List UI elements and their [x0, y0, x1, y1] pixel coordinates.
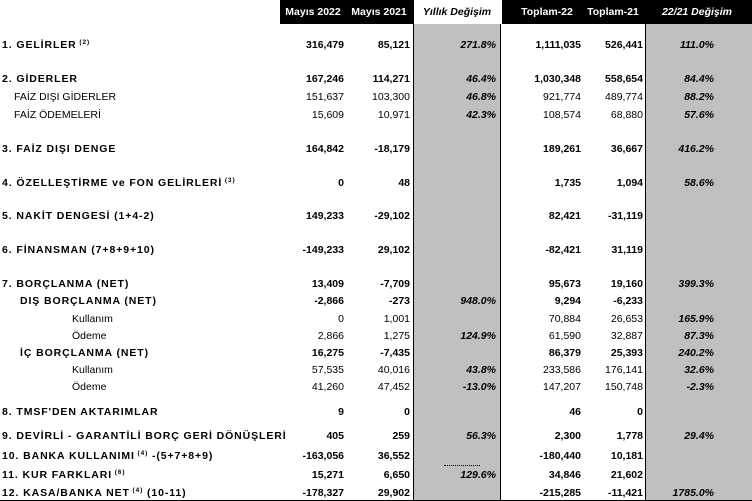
- row-label-text: Ödeme: [72, 381, 107, 393]
- cell-may22: 0: [338, 177, 344, 189]
- cell-may22: 164,842: [306, 143, 344, 155]
- row-label-suffix: (10-11): [143, 487, 187, 499]
- dotted-separator: [444, 465, 480, 466]
- row-label: [72, 380, 106, 395]
- header-may22: Mayıs 2022: [285, 6, 341, 18]
- cell-tot22: 1,111,035: [535, 39, 581, 51]
- cell-tot22: 1,030,348: [534, 73, 581, 85]
- cell-tot22: 82,421: [548, 210, 581, 222]
- cell-tot22: 1,735: [554, 177, 581, 189]
- cell-tot22: 70,884: [548, 313, 581, 325]
- rule-v2: [500, 24, 501, 501]
- header-22-21-change: 22/21 Değişim: [661, 6, 733, 18]
- cell-tot21: 36,667: [610, 143, 643, 155]
- cell-tot21: 526,441: [605, 39, 643, 51]
- footnote-marker: (4): [134, 450, 149, 457]
- cell-tot21: 19,160: [610, 278, 643, 290]
- cell-tot22: 86,379: [548, 347, 581, 359]
- cell-may21: -29,102: [374, 210, 410, 222]
- row-label-text: Kullanım: [72, 364, 113, 376]
- cell-may22: 9: [338, 406, 344, 418]
- rule-v3: [645, 24, 646, 501]
- cell-tot21: -31,119: [607, 210, 643, 222]
- header-total21: Toplam-21: [587, 6, 639, 18]
- cell-tot22: 34,846: [548, 469, 581, 481]
- cell-annual: 948.0%: [460, 295, 496, 307]
- cell-tot22: -215,285: [539, 487, 581, 499]
- cell-change: 29.4%: [684, 430, 714, 442]
- row-label: [2, 176, 236, 191]
- cell-tot22: 46: [569, 406, 581, 418]
- cell-may21: -7,435: [380, 347, 410, 359]
- row-label-text: DIŞ BORÇLANMA (NET): [20, 295, 157, 307]
- row-label: [72, 312, 113, 327]
- cell-may21: 1,275: [383, 330, 410, 342]
- cell-may22: 2,866: [317, 330, 344, 342]
- cell-may21: 85,121: [377, 39, 410, 51]
- cell-annual: 42.3%: [466, 109, 496, 121]
- cell-may21: -18,179: [374, 143, 410, 155]
- row-label: [2, 468, 125, 483]
- row-label-text: 8. TMSF'DEN AKTARIMLAR: [2, 406, 159, 418]
- cell-tot21: 558,654: [605, 73, 643, 85]
- row-label-text: Ödeme: [72, 330, 107, 342]
- row-label-text: FAİZ DIŞI GİDERLER: [14, 91, 117, 103]
- row-label: [20, 346, 149, 361]
- row-label-text: 11. KUR FARKLARI: [2, 469, 113, 481]
- cell-may22: 405: [326, 430, 344, 442]
- cell-may21: 48: [398, 177, 410, 189]
- row-label-text: 10. BANKA KULLANIMI: [2, 450, 135, 462]
- row-label: [72, 363, 113, 378]
- cell-annual: 124.9%: [460, 330, 496, 342]
- row-label-text: 12. KASA/BANKA NET: [2, 487, 130, 499]
- cell-change: 87.3%: [684, 330, 714, 342]
- cell-may21: 29,902: [377, 487, 410, 499]
- cell-may22: 149,233: [306, 210, 344, 222]
- cell-tot22: 2,300: [554, 430, 581, 442]
- row-label: [2, 486, 187, 501]
- cell-may22: 41,260: [311, 381, 344, 393]
- cell-may22: 57,535: [311, 364, 344, 376]
- cell-change: 58.6%: [684, 177, 714, 189]
- cell-may21: 29,102: [377, 244, 410, 256]
- cell-may21: -273: [388, 295, 410, 307]
- cell-annual: 129.6%: [460, 469, 496, 481]
- cell-tot22: -82,421: [545, 244, 581, 256]
- row-label: [2, 38, 90, 53]
- cell-may21: 36,552: [377, 450, 410, 462]
- row-label: [2, 72, 78, 87]
- cell-tot21: 1,094: [616, 177, 643, 189]
- cell-tot21: 150,748: [605, 381, 643, 393]
- cell-tot22: 233,586: [543, 364, 581, 376]
- footnote-marker: (3): [222, 177, 236, 184]
- cell-tot21: -11,421: [607, 487, 643, 499]
- cell-tot22: 147,207: [543, 381, 581, 393]
- cell-tot21: 489,774: [605, 91, 643, 103]
- cell-may22: 13,409: [311, 278, 344, 290]
- cell-may21: 10,971: [377, 109, 410, 121]
- cell-change: 240.2%: [678, 347, 714, 359]
- cell-may22: -2,866: [314, 295, 344, 307]
- cell-may21: 114,271: [372, 73, 410, 85]
- row-label: [2, 142, 116, 157]
- cell-tot22: 921,774: [543, 91, 581, 103]
- cell-tot21: 31,119: [611, 244, 643, 256]
- cell-tot22: -180,440: [539, 450, 581, 462]
- cell-annual: 56.3%: [466, 430, 496, 442]
- row-label-text: 4. ÖZELLEŞTİRME ve FON GELİRLERİ: [2, 177, 223, 189]
- cell-may21: 1,001: [383, 313, 410, 325]
- cell-may22: 0: [338, 313, 344, 325]
- row-label: [14, 90, 116, 105]
- cell-tot21: 176,141: [605, 364, 643, 376]
- row-label: [2, 449, 213, 464]
- cell-change: 1785.0%: [672, 487, 714, 499]
- cell-tot21: -6,233: [613, 295, 643, 307]
- header-total22: Toplam-22: [521, 6, 573, 18]
- cell-change: 399.3%: [678, 278, 714, 290]
- footnote-marker: (6): [112, 469, 126, 476]
- cell-tot21: 21,602: [610, 469, 643, 481]
- row-label-suffix: -(5+7+8+9): [148, 450, 214, 462]
- rule-v1: [413, 24, 414, 501]
- cell-annual: 43.8%: [466, 364, 496, 376]
- cell-annual: 46.4%: [466, 73, 496, 85]
- cell-may22: 167,246: [306, 73, 344, 85]
- row-label: [14, 108, 101, 123]
- cell-tot22: 95,673: [548, 278, 581, 290]
- cell-may22: 15,271: [311, 469, 344, 481]
- cell-may21: 0: [404, 406, 410, 418]
- row-label-text: 3. FAİZ DIŞI DENGE: [2, 143, 117, 155]
- cell-may22: 151,637: [306, 91, 344, 103]
- row-label: [2, 277, 129, 292]
- cell-tot22: 61,590: [548, 330, 581, 342]
- cell-change: 416.2%: [678, 143, 714, 155]
- cell-tot21: 32,887: [610, 330, 643, 342]
- cell-tot22: 189,261: [543, 143, 581, 155]
- cell-tot21: 26,653: [610, 313, 643, 325]
- cell-change: 88.2%: [684, 91, 714, 103]
- cell-annual: 46.8%: [466, 91, 496, 103]
- row-label: [2, 243, 155, 258]
- cell-tot22: 9,294: [554, 295, 581, 307]
- cell-tot21: 0: [637, 406, 643, 418]
- cell-annual: 271.8%: [460, 39, 496, 51]
- cell-change: 165.9%: [678, 313, 714, 325]
- header-may21: Mayıs 2021: [351, 6, 407, 18]
- cell-change: -2.3%: [686, 381, 714, 393]
- cell-may22: 316,479: [306, 39, 344, 51]
- cell-may21: 40,016: [377, 364, 410, 376]
- footnote-marker: (2): [76, 39, 91, 46]
- cell-may22: -149,233: [302, 244, 344, 256]
- cell-change: 111.0%: [679, 39, 714, 51]
- row-label: [2, 429, 287, 444]
- cell-may22: -178,327: [302, 487, 344, 499]
- cell-tot21: 10,181: [610, 450, 643, 462]
- row-label-text: 1. GELİRLER: [2, 39, 77, 51]
- cell-tot21: 68,880: [610, 109, 643, 121]
- cell-may21: 259: [392, 430, 410, 442]
- cell-tot21: 1,778: [616, 430, 643, 442]
- row-label-text: Kullanım: [72, 313, 113, 325]
- cell-may22: 15,609: [311, 109, 344, 121]
- row-label-text: FAİZ ÖDEMELERİ: [14, 109, 101, 121]
- cell-may22: 16,275: [311, 347, 344, 359]
- cell-may21: 47,452: [377, 381, 410, 393]
- cell-may21: 103,300: [372, 91, 410, 103]
- cell-tot22: 108,574: [543, 109, 581, 121]
- cell-annual: -13.0%: [462, 381, 496, 393]
- footnote-marker: (4): [129, 487, 144, 494]
- row-label-text: 6. FİNANSMAN (7+8+9+10): [2, 244, 155, 256]
- cell-may21: 6,650: [383, 469, 410, 481]
- row-label-text: İÇ BORÇLANMA (NET): [20, 347, 149, 359]
- cell-change: 32.6%: [684, 364, 714, 376]
- row-label: [20, 294, 157, 309]
- row-label-text: 7. BORÇLANMA (NET): [2, 278, 130, 290]
- cell-change: 84.4%: [684, 73, 714, 85]
- header-annual-change: Yıllık Değişim: [422, 6, 492, 18]
- row-label-text: 9. DEVİRLİ - GARANTİLİ BORÇ GERİ DÖNÜŞLERİ: [2, 430, 287, 442]
- row-label-text: 2. GİDERLER: [2, 73, 78, 85]
- row-label: [2, 405, 158, 420]
- row-label: [72, 329, 106, 344]
- cell-may22: -163,056: [302, 450, 344, 462]
- cell-may21: -7,709: [380, 278, 410, 290]
- cell-change: 57.6%: [684, 109, 714, 121]
- cell-tot21: 25,393: [610, 347, 643, 359]
- row-label-text: 5. NAKİT DENGESİ (1+4-2): [2, 210, 155, 222]
- row-label: [2, 209, 155, 224]
